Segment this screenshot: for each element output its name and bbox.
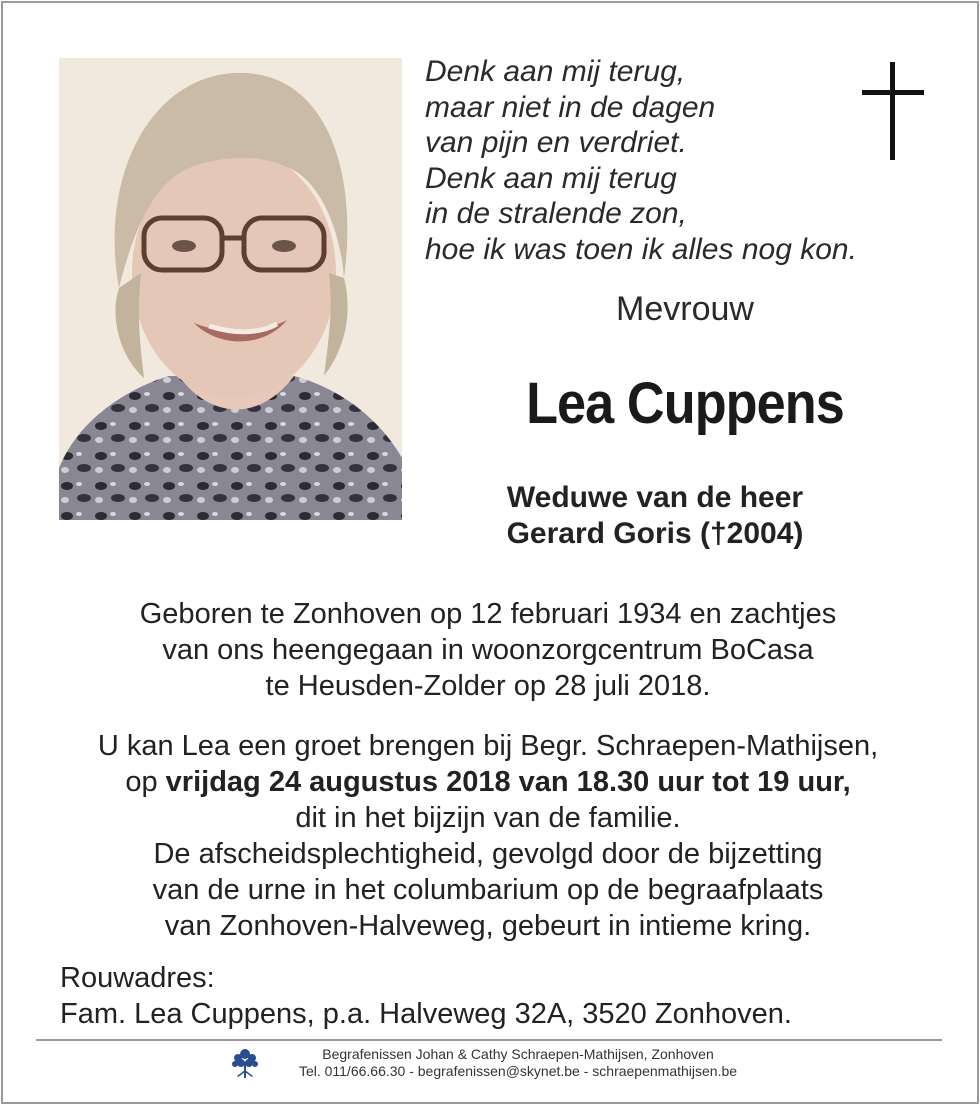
portrait-photo — [59, 58, 402, 520]
footer-divider — [36, 1039, 942, 1041]
visitation-paragraph — [40, 728, 936, 944]
ceremony-line: De afscheidsplechtigheid, gevolgd door de bijzetting — [153, 838, 823, 870]
cross-icon — [862, 62, 924, 160]
birth-death-line: van ons heengegaan in woonzorgcentrum BoCasa — [162, 634, 814, 666]
spouse-info — [430, 480, 880, 552]
honorific-title: Mevrouw — [616, 290, 754, 328]
funeral-home-footer — [268, 1046, 768, 1080]
mourning-address-label: Rouwadres: — [60, 962, 215, 994]
tree-logo-icon — [230, 1046, 260, 1080]
poem-line: maar niet in de dagen — [425, 90, 716, 124]
poem-line: van pijn en verdriet. — [425, 126, 687, 159]
deceased-name: Lea Cuppens — [526, 371, 844, 436]
mourning-address-value: Fam. Lea Cuppens, p.a. Halveweg 32A, 3520 Zonhoven. — [60, 998, 792, 1030]
visitation-line: U kan Lea een groet brengen bij Begr. Schraepen-Mathijsen, — [97, 730, 879, 762]
funeral-home-contact: Tel. 011/66.66.30 - begrafenissen@skynet.be - schraepenmathijsen.be — [298, 1063, 738, 1079]
mourning-address — [60, 960, 940, 1032]
birth-death-paragraph — [40, 596, 936, 704]
spouse-line: Weduwe van de heer — [506, 481, 804, 514]
birth-death-line: te Heusden-Zolder op 28 juli 2018. — [265, 670, 711, 702]
visitation-date-line — [40, 764, 936, 800]
poem-line: Denk aan mij terug, — [425, 55, 686, 88]
poem-line: in de stralende zon, — [425, 197, 687, 230]
birth-death-line: Geboren te Zonhoven op 12 februari 1934 en zachtjes — [139, 598, 837, 630]
ceremony-line: van Zonhoven-Halveweg, gebeurt in intieme kring. — [164, 910, 812, 942]
visitation-line: dit in het bijzijn van de familie. — [295, 802, 681, 834]
spouse-line: Gerard Goris (†2004) — [506, 517, 804, 550]
ceremony-line: van de urne in het columbarium op de begraafplaats — [152, 874, 824, 906]
visitation-prefix: op — [125, 766, 166, 798]
memorial-poem — [425, 54, 875, 267]
visitation-date: vrijdag 24 augustus 2018 van 18.30 uur tot 19 uur, — [165, 766, 851, 798]
poem-line: Denk aan mij terug — [425, 161, 677, 195]
poem-line: hoe ik was toen ik alles nog kon. — [425, 232, 857, 266]
funeral-home-name: Begrafenissen Johan & Cathy Schraepen-Mathijsen, Zonhoven — [322, 1046, 714, 1062]
